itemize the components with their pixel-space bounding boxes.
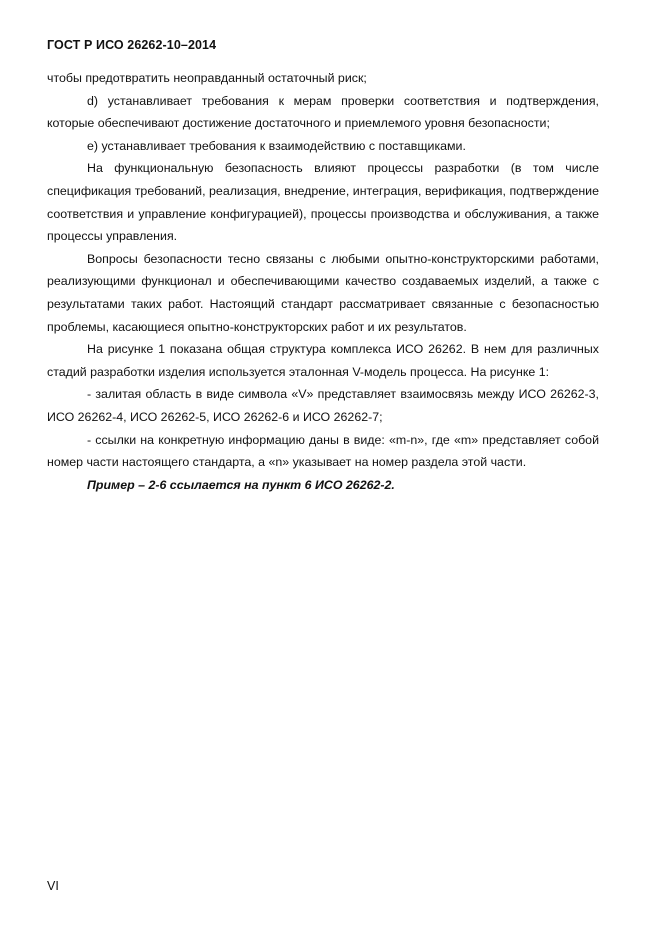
paragraph-functional-safety: На функциональную безопасность влияют процессы разработки (в том числе спецификация требований, реализация, внедрение, интеграция, верификация, подтверждение соответствия и управление конфигурацией), процессы производства и обслуживания, а также процессы управления. — [47, 161, 599, 244]
example-note: Пример – 2-6 ссылается на пункт 6 ИСО 26262-2. — [87, 477, 395, 492]
list-item-references: - ссылки на конкретную информацию даны в виде: «m-n», где «m» представляет собой номер части настоящего стандарта, а «n» указывает на номер раздела этой части. — [47, 432, 599, 470]
list-item-d: d) устанавливает требования к мерам проверки соответствия и подтверждения, которые обеспечивают достижение достаточного и приемлемого уровня безопасности; — [47, 93, 599, 131]
document-body — [47, 67, 599, 496]
list-item-v-area: - залитая область в виде символа «V» представляет взаимосвязь между ИСО 26262-3, ИСО 26262-4, ИСО 26262-5, ИСО 26262-6 и ИСО 26262-7; — [47, 387, 599, 424]
page-number: VI — [47, 879, 59, 893]
document-header: ГОСТ Р ИСО 26262-10–2014 — [47, 38, 217, 52]
paragraph-continuation: чтобы предотвратить неоправданный остаточный риск; — [47, 71, 367, 85]
paragraph-safety-issues: Вопросы безопасности тесно связаны с любыми опытно-конструкторскими работами, реализующими функционал и обеспечивающими качество создаваемых изделий, а также с результатами таких работ. Настоящий стандарт рассматривает связанные с безопасностью проблемы, касающиеся опытно-конструкторских работ и их результатов. — [47, 251, 599, 334]
paragraph-figure-1: На рисунке 1 показана общая структура комплекса ИСО 26262. В нем для различных стадий разработки изделия используется эталонная V-модель процесса. На рисунке 1: — [47, 342, 599, 379]
list-item-e: e) устанавливает требования к взаимодействию с поставщиками. — [87, 138, 466, 153]
